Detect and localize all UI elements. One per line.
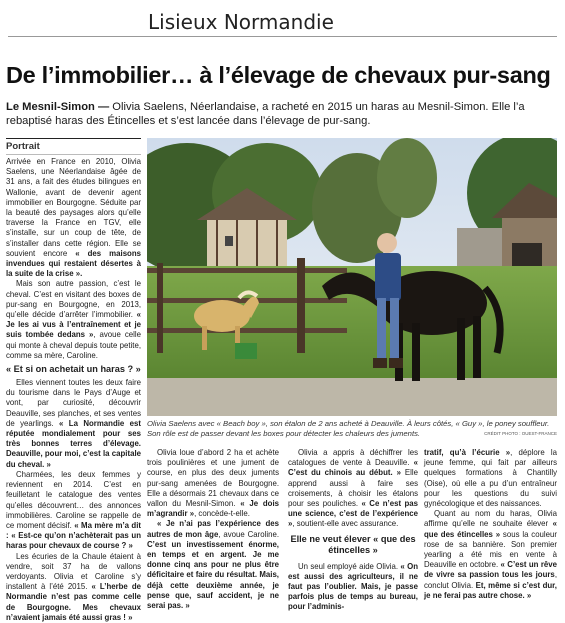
paragraph xyxy=(6,279,141,361)
pull-quote xyxy=(6,361,141,378)
text: Elle apprend aussi à faire ses croisements, à choisir les étalons pour ses pouliches. xyxy=(288,468,418,509)
quote: tratif, qu’à l’écurie » xyxy=(424,448,511,457)
paragraph xyxy=(424,448,557,509)
text: sous la couleur rose de sa bannière. Son premier yearling a été mis en vente à Deauville en octobre. xyxy=(424,529,557,570)
text: Mais son autre passion, c’est le cheval. C’est en visitant des boxes de pur-sang en Bourgogne, en 2013, qu’elle décide d’arrêter l’immobilier. xyxy=(6,279,141,320)
text: Arrivée en France en 2010, Olivia Saelens, une Néerlandaise âgée de 31 ans, a fait des études bilingues en Wallonie, avant de devenir agent immobilier en Bourgogne. Séduite par la beauté des paysages alors qu’elle traverse la France en TGV, elle s’installe, sur un coup de tête, de s’installer dans cette région. Elle se souvient encore xyxy=(6,157,141,258)
paragraph xyxy=(6,552,141,623)
column-1 xyxy=(6,157,141,623)
text: Elles viennent toutes les deux faire du tourisme dans le Pays d’Auge et vont, par curiosité, découvrir Deauville, ses planches, et ses ventes de yearlings. xyxy=(6,378,141,428)
water-bucket xyxy=(235,343,257,359)
section-header xyxy=(8,6,557,37)
quote: « Ce n’est pas une science, c’est de l’expérience » xyxy=(288,499,419,529)
quote: Et, même si c’est dur, je ne ferai pas autre chose. » xyxy=(424,580,557,600)
text: , soutient-elle avec assurance. xyxy=(292,519,399,529)
quote: « Je n’ai pas l’expérience des autres de mon âge xyxy=(147,519,279,539)
photo-illustration xyxy=(147,138,557,416)
article-photo xyxy=(147,138,557,416)
text: , avoue celle qui monte à cheval depuis toute petite, comme sa mère, Caroline. xyxy=(6,330,142,360)
quote: « L’herbe de Normandie n’est pas comme celle de Bourgogne. Mes chevaux n’avaient jamais été aussi gras ! » xyxy=(6,582,141,622)
text: , déplore la jeune femme, qui fait par ailleurs quelques formations à Chantilly (Oise), où elle a pu d’un entraîneur pour les questions du suivi gynécologique et des naissances. xyxy=(424,448,557,509)
article-headline: De l’immobilier… à l’élevage de chevaux pur-sang xyxy=(6,62,551,88)
paragraph xyxy=(147,519,279,611)
paragraph xyxy=(288,562,418,613)
column-2 xyxy=(147,448,279,611)
quote: « La Normandie est réputée mondialement pour ses très bonnes terres d’élevage. Deauville, pour moi, c’est la capitale du cheval. » xyxy=(6,418,141,469)
text: Olivia a appris à déchiffrer les catalogues de vente à Deauville. xyxy=(288,448,418,468)
paragraph xyxy=(147,448,279,519)
quote: « des maisons invendues qui restaient désertes à la suite de la crise ». xyxy=(6,248,141,279)
lead-place: Le Mesnil-Simon — xyxy=(6,101,110,113)
paragraph xyxy=(288,448,418,530)
pull-quote-text: « Et si on achetait un haras ? » xyxy=(6,364,141,375)
column-4 xyxy=(424,448,557,601)
text: , concède-t-elle. xyxy=(194,509,250,519)
paragraph xyxy=(424,509,557,601)
text: Olivia loue d’abord 2 ha et achète trois poulinières et une jument de course, en plus des deux juments pur-sang amenées de Bourgogne. Elle a désormais 21 chevaux dans ce vallon du Mesnil-Simon. xyxy=(147,448,279,509)
quote: « Ma mère m’a dit : « Est-ce qu’on n’achèterait pas un haras pour chevaux de course ? » xyxy=(6,520,142,551)
column-3 xyxy=(288,448,418,613)
quote: « C’est du chinois au début. » xyxy=(288,458,418,478)
quote: « Je dois m’agrandir » xyxy=(147,499,279,519)
paragraph xyxy=(6,470,141,552)
photo-credit: CRÉDIT PHOTO : OUEST-FRANCE xyxy=(484,431,557,436)
quote: « que des étincelles » xyxy=(424,519,557,539)
text: , avoue Caroline. xyxy=(218,529,279,539)
article-lead xyxy=(6,100,558,128)
text: Quant au nom du haras, Olivia affirme qu’elle ne souhaite élever xyxy=(424,509,557,529)
paragraph xyxy=(6,378,141,470)
quote: « Je les ai vus à l’entraînement et je suis tombée dedans » xyxy=(6,310,141,340)
quote: « On est aussi des agriculteurs, il ne faut pas l’oublier. Mais, je passe parfois plus de temps au bureau, pour l’adminis- xyxy=(288,561,418,612)
section-title: Lisieux Normandie xyxy=(148,10,334,34)
rubric-label: Portrait xyxy=(6,138,141,155)
paragraph xyxy=(6,157,141,279)
quote: « C’est un rêve de vivre sa passion tous les jours xyxy=(424,560,557,580)
text: , conclut Olivia. xyxy=(424,570,557,590)
text: Un seul employé aide Olivia. xyxy=(298,561,401,571)
photo-caption: Olivia Saelens avec « Beach boy », son étalon de 2 ans acheté à Deauville. À leurs côtés, « Guy », le poney souffleur. Son rôle est de passer devant les boxes pour détecter les chaleurs des juments. xyxy=(147,419,550,438)
quote: C’est un investissement énorme, en temps et en argent. Je me donne cinq ans pour ne plus être déficitaire et faire du résultat. Mais, déjà cette deuxième année, je pense que, sauf accident, je ne serai pas. » xyxy=(147,539,279,611)
text: Charmées, les deux femmes y reviennent en 2014. C’est en feuilletant le catalogue des ventes qu’elles découvrent… des annonces immobilières. Caroline se rappelle de ce moment décisif. xyxy=(6,469,141,530)
lead-text: Olivia Saelens, Néerlandaise, a racheté en 2015 un haras au Mesnil-Simon. Elle l’a rebaptisé haras des Étincelles et s’est lancée dans l’élevage de pur-sang. xyxy=(6,101,525,127)
subheading: Elle ne veut élever « que des étincelles » xyxy=(290,533,416,555)
text: Les écuries de la Chaule étaient à vendre, soit 37 ha de vallons verdoyants. Olivia et Caroline s’y installent à l’été 2015. xyxy=(6,551,141,592)
